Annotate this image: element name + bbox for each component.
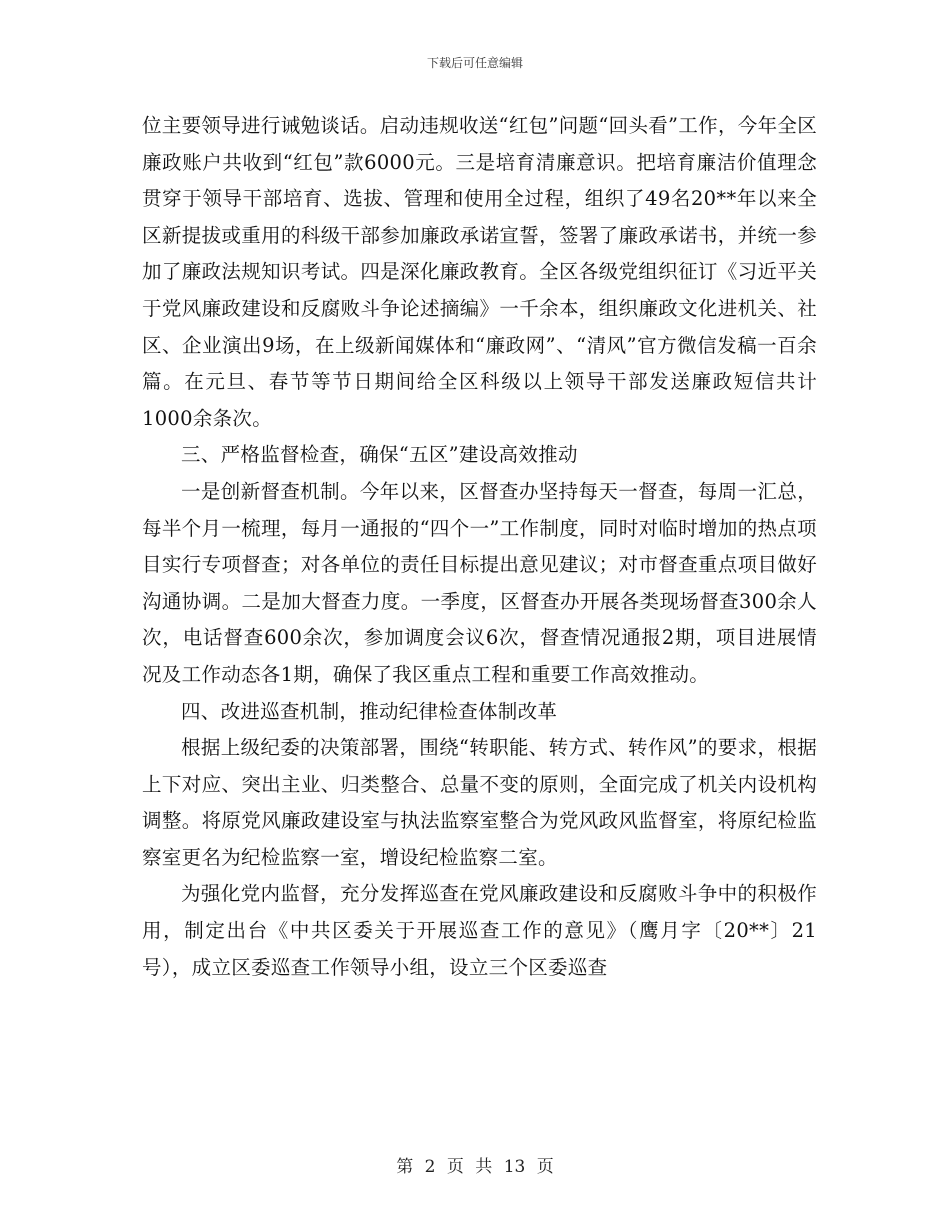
- section-heading-inspection: 四、改进巡查机制，推动纪律检查体制改革: [181, 699, 558, 723]
- page-footer: 第 2 页 共 13 页: [396, 1157, 554, 1177]
- section-heading-supervision: 三、严格监督检查，确保“五区”建设高效推动: [181, 443, 578, 467]
- page-header: 下载后可任意编辑: [426, 56, 523, 70]
- paragraph-restructuring: 根据上级纪委的决策部署，围绕“转职能、转方式、转作风”的要求，根据上下对应、突出主业、归类整合、总量不变的原则，全面完成了机关内设机构调整。将原党风廉政建设室与执法监察室整合为党风政风监督室，将原纪检监察室更名为纪检监察一室，增设纪检监察二室。: [142, 736, 817, 869]
- paragraph-integrity-education: 位主要领导进行诫勉谈话。启动违规收送“红包”问题“回头看”工作，今年全区廉政账户共收到“红包”款6000元。三是培育清廉意识。把培育廉洁价值理念贯穿于领导干部培育、选拔、管理和使用全过程，组织了49名20**年以来全区新提拔或重用的科级干部参加廉政承诺宣誓，签署了廉政承诺书，并统一参加了廉政法规知识考试。四是深化廉政教育。全区各级党组织征订《习近平关于党风廉政建设和反腐败斗争论述摘编》一千余本，组织廉政文化进机关、社区、企业演出9场，在上级新闻媒体和“廉政网”、“清风”官方微信发稿一百余篇。在元旦、春节等节日期间给全区科级以上领导干部发送廉政短信共计1000余条次。: [142, 114, 817, 430]
- paragraph-supervision: 一是创新督查机制。今年以来，区督查办坚持每天一督查，每周一汇总，每半个月一梳理，每月一通报的“四个一”工作制度，同时对临时增加的热点项目实行专项督查；对各单位的责任目标提出意见建议；对市督查重点项目做好沟通协调。二是加大督查力度。一季度，区督查办开展各类现场督查300余人次，电话督查600余次，参加调度会议6次，督查情况通报2期，项目进展情况及工作动态各1期，确保了我区重点工程和重要工作高效推动。: [142, 479, 817, 686]
- paragraph-inspection: 为强化党内监督，充分发挥巡查在党风廉政建设和反腐败斗争中的积极作用，制定出台《中共区委关于开展巡查工作的意见》（鹰月字〔20**〕21号），成立区委巡查工作领导小组，设立三个区委巡查: [142, 882, 817, 979]
- document-body: [142, 108, 817, 986]
